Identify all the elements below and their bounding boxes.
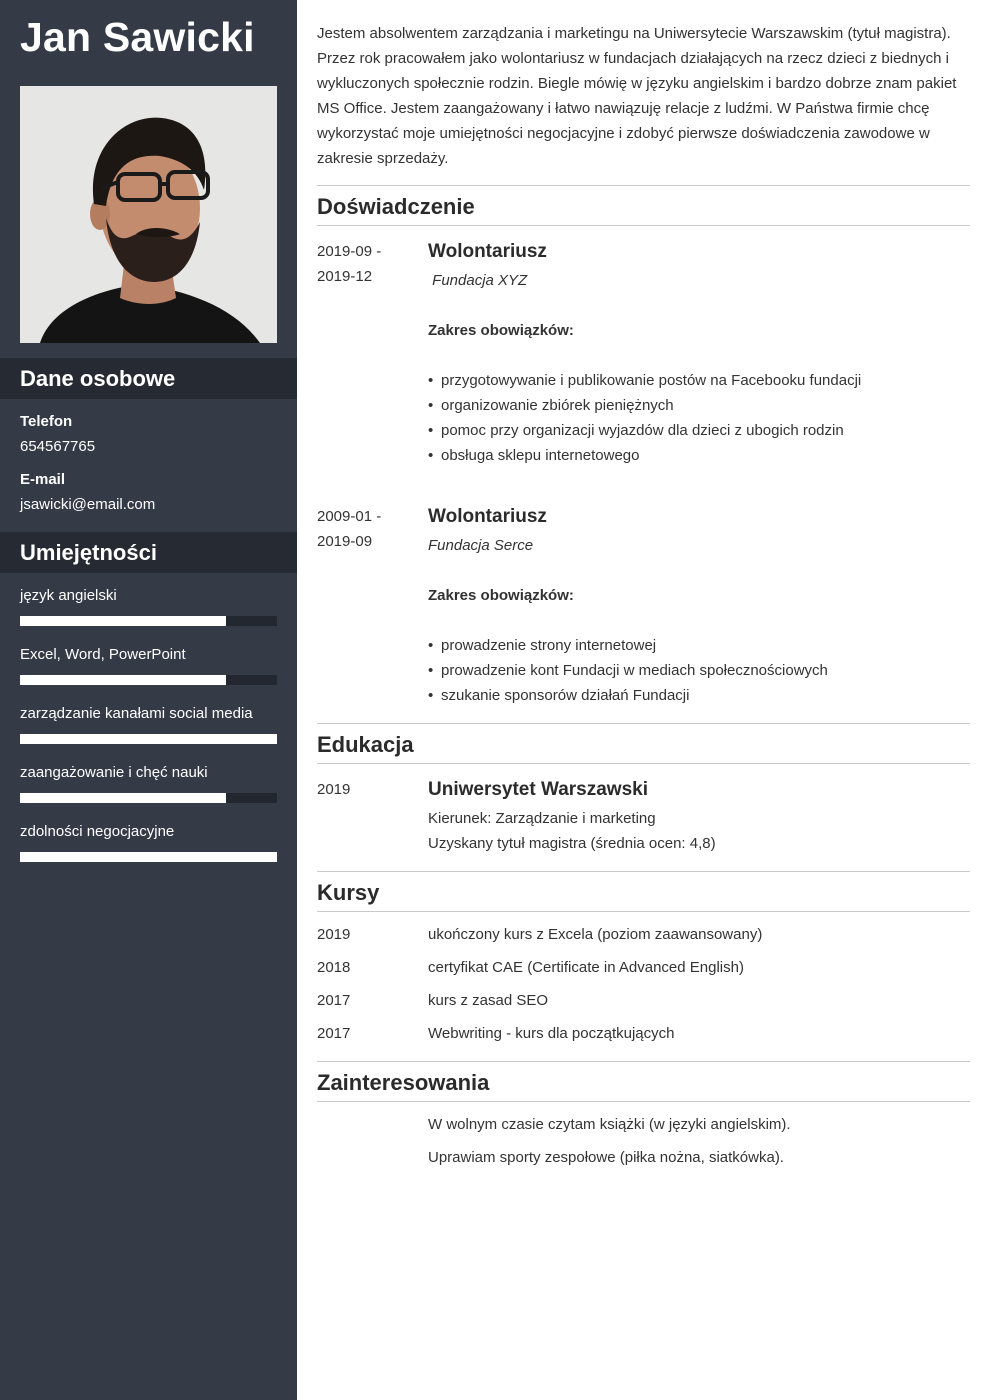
job-title: Wolontariusz — [428, 506, 547, 527]
summary-text: Jestem absolwentem zarządzania i marketingu na Uniwersytecie Warszawskim (tytuł magistra). Przez rok pracowałem jako wolontariusz w fundacjach działających na rzecz dzieci z biednych i wykluczonych społecznie rodzin. Biegle mówię w języku angielskim i bardzo dobrze znam pakiet MS Office. Jestem zaangażowany i łatwo nawiązuję relacje z ludźmi. W Państwa firmie chcę wykorzystać moje umiejętności negocjacyjne i zdobyć pierwsze doświadczenia zawodowe w zakresie sprzedaży. — [317, 25, 957, 167]
course-text: kurs z zasad SEO — [428, 992, 549, 1009]
course-year: 2017 — [317, 992, 351, 1009]
email-label: E-mail — [20, 471, 66, 488]
portrait-image — [20, 86, 277, 343]
skill-bar-fill — [20, 616, 226, 626]
education-section-title: Edukacja — [317, 732, 414, 757]
experience-section-title: Doświadczenie — [317, 194, 475, 219]
skill-label: zdolności negocjacyjne — [20, 823, 175, 840]
skill-bar — [20, 852, 277, 862]
skill-label: zaangażowanie i chęć nauki — [20, 764, 208, 781]
duties-label: Zakres obowiązków: — [428, 322, 574, 339]
skill-bar-fill — [20, 675, 226, 685]
divider — [317, 1101, 970, 1102]
course-text: certyfikat CAE (Certificate in Advanced English) — [428, 959, 744, 976]
course-year: 2018 — [317, 959, 351, 976]
phone-label: Telefon — [20, 413, 73, 430]
courses-section-title: Kursy — [317, 880, 380, 905]
duties-label: Zakres obowiązków: — [428, 587, 574, 604]
education-degree: Uzyskany tytuł magistra (średnia ocen: 4,8) — [428, 835, 716, 852]
person-name: Jan Sawicki — [20, 14, 255, 60]
job-date-start: 2009-01 - — [317, 508, 382, 525]
skill-bar — [20, 734, 277, 744]
divider — [317, 763, 970, 764]
course-year: 2017 — [317, 1025, 351, 1042]
course-year: 2019 — [317, 926, 351, 943]
duties-list — [428, 368, 861, 468]
skill-bar-fill — [20, 793, 226, 803]
list-item: • przygotowywanie i publikowanie postów na Facebooku fundacji — [428, 368, 861, 393]
job-organization: Fundacja XYZ — [428, 272, 528, 289]
divider — [317, 225, 970, 226]
list-item: • pomoc przy organizacji wyjazdów dla dzieci z ubogich rodzin — [428, 418, 861, 443]
interest-item: Uprawiam sporty zespołowe (piłka nożna, siatkówka). — [428, 1149, 784, 1166]
skill-bar — [20, 616, 277, 626]
skill-bar-fill — [20, 852, 277, 862]
skills-section-title: Umiejętności — [0, 532, 297, 573]
email-value: jsawicki@email.com — [20, 496, 156, 513]
job-organization: Fundacja Serce — [428, 537, 534, 554]
duties-list — [428, 633, 828, 708]
education-field: Kierunek: Zarządzanie i marketing — [428, 810, 656, 827]
skill-bar — [20, 675, 277, 685]
personal-section-title: Dane osobowe — [0, 358, 297, 399]
job-date-end: 2019-12 — [317, 268, 373, 285]
sidebar — [0, 0, 297, 1400]
list-item: • szukanie sponsorów działań Fundacji — [428, 683, 828, 708]
course-text: ukończony kurs z Excela (poziom zaawansowany) — [428, 926, 763, 943]
profile-photo — [20, 86, 277, 343]
skill-label: język angielski — [20, 587, 117, 604]
job-title: Wolontariusz — [428, 241, 547, 262]
divider — [317, 185, 970, 186]
school-name: Uniwersytet Warszawski — [428, 779, 648, 800]
interest-item: W wolnym czasie czytam książki (w języki angielskim). — [428, 1116, 791, 1133]
skill-label: Excel, Word, PowerPoint — [20, 646, 186, 663]
list-item: • prowadzenie kont Fundacji w mediach społecznościowych — [428, 658, 828, 683]
list-item: • prowadzenie strony internetowej — [428, 633, 828, 658]
phone-value: 654567765 — [20, 438, 96, 455]
skill-bar — [20, 793, 277, 803]
education-year: 2019 — [317, 781, 351, 798]
skill-bar-fill — [20, 734, 277, 744]
divider — [317, 911, 970, 912]
divider — [317, 871, 970, 872]
list-item: • obsługa sklepu internetowego — [428, 443, 861, 468]
skill-label: zarządzanie kanałami social media — [20, 705, 253, 722]
job-date-end: 2019-09 — [317, 533, 373, 550]
divider — [317, 1061, 970, 1062]
course-text: Webwriting - kurs dla początkujących — [428, 1025, 675, 1042]
list-item: • organizowanie zbiórek pieniężnych — [428, 393, 861, 418]
divider — [317, 723, 970, 724]
job-date-start: 2019-09 - — [317, 243, 382, 260]
interests-section-title: Zainteresowania — [317, 1070, 490, 1095]
